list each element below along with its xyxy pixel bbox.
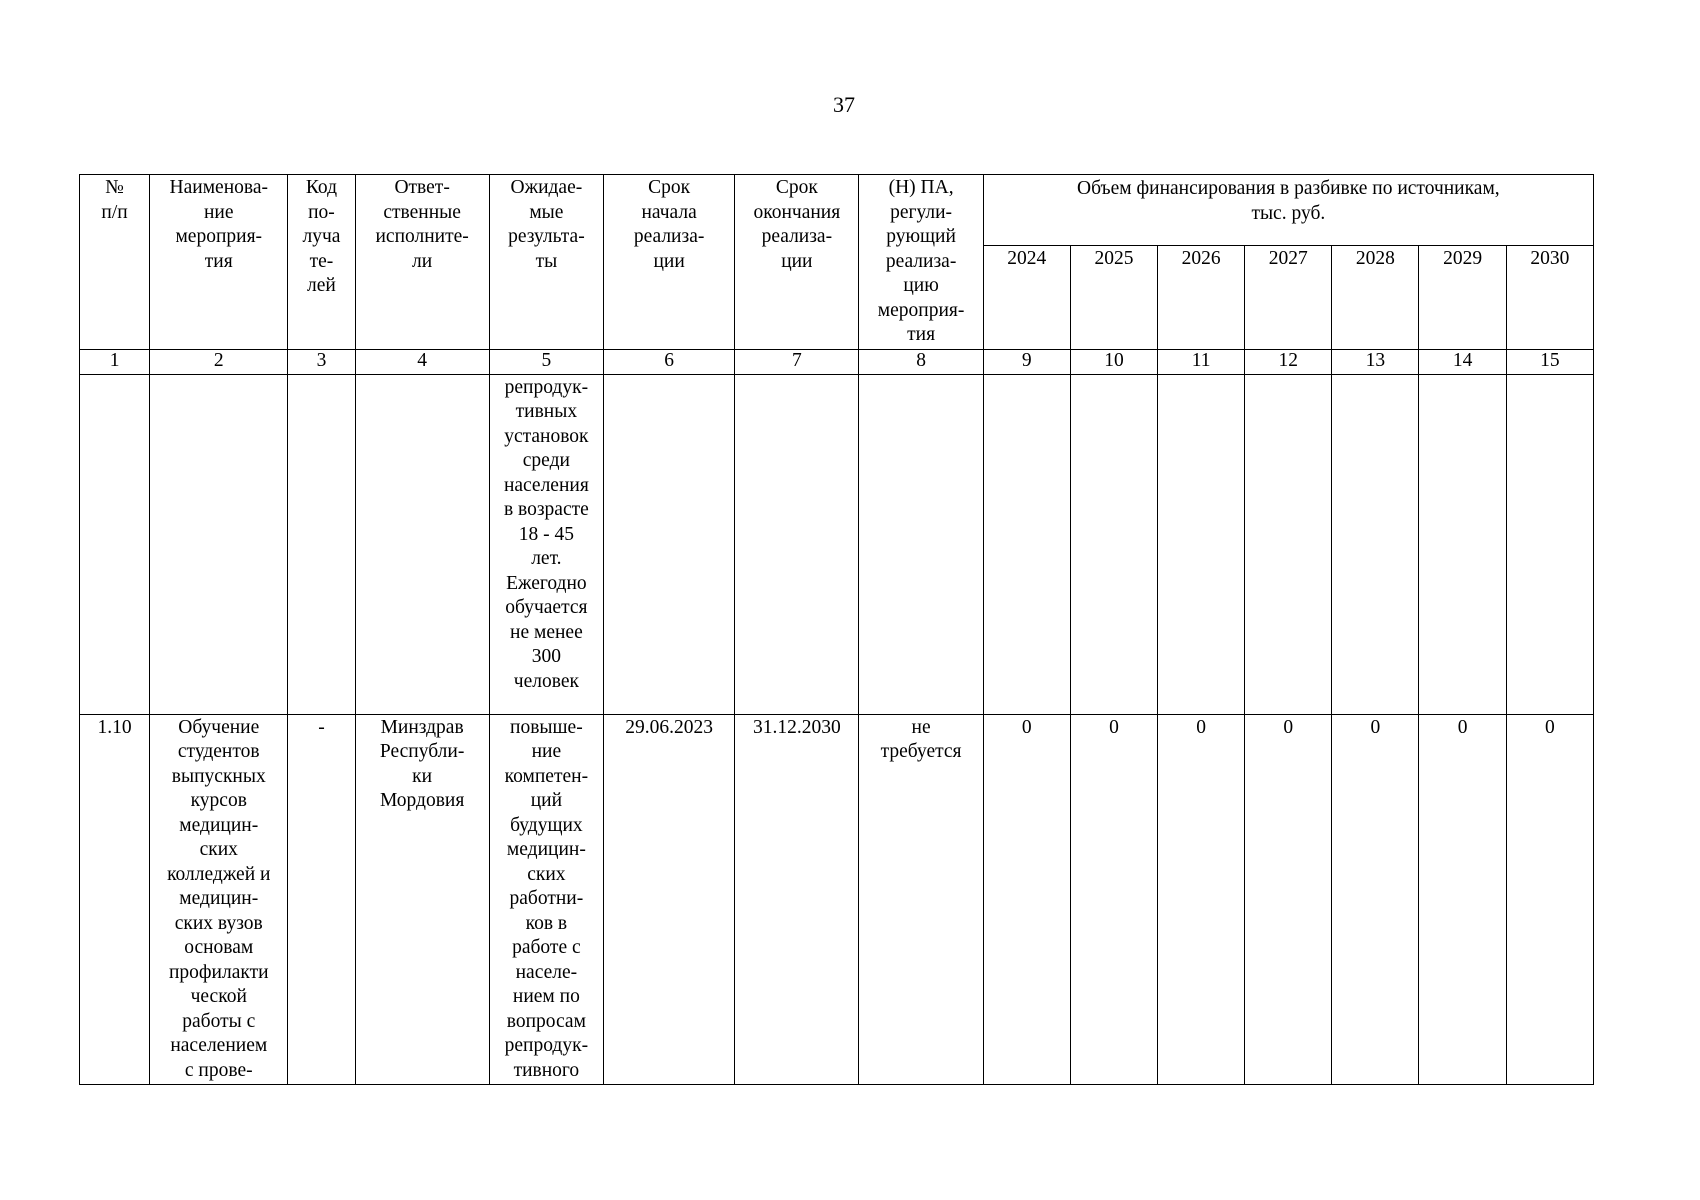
column-number: 8 bbox=[859, 349, 983, 374]
cell-funding: 0 bbox=[1506, 714, 1593, 1085]
cell-funding: 0 bbox=[1245, 714, 1332, 1085]
header-year: 2028 bbox=[1332, 246, 1419, 349]
cell-funding bbox=[1245, 374, 1332, 714]
cell-end-date: 31.12.2030 bbox=[735, 714, 859, 1085]
cell-expected-results: репродук- тивных установок среди населения в возрасте 18 - 45 лет. Ежегодно обучается не менее 300 человек bbox=[489, 374, 603, 714]
cell-funding: 0 bbox=[1070, 714, 1157, 1085]
cell-funding bbox=[1419, 374, 1506, 714]
column-number: 3 bbox=[288, 349, 355, 374]
cell-npa: не требуется bbox=[859, 714, 983, 1085]
header-responsible: Ответ- ственные исполните- ли bbox=[355, 175, 489, 350]
header-year: 2024 bbox=[983, 246, 1070, 349]
column-number: 13 bbox=[1332, 349, 1419, 374]
header-end-date: Срок окончания реализа- ции bbox=[735, 175, 859, 350]
header-code: Код по- луча те- лей bbox=[288, 175, 355, 350]
cell-name: Обучение студентов выпускных курсов медицин- ских колледжей и медицин- ских вузов основам профилакти ческой работы с населением с прове- bbox=[150, 714, 288, 1085]
header-num: № п/п bbox=[80, 175, 150, 350]
cell-funding bbox=[1332, 374, 1419, 714]
header-row bbox=[80, 175, 1594, 246]
column-number: 1 bbox=[80, 349, 150, 374]
page-number: 37 bbox=[833, 92, 855, 117]
header-year: 2030 bbox=[1506, 246, 1593, 349]
cell-start-date bbox=[603, 374, 734, 714]
column-number: 7 bbox=[735, 349, 859, 374]
program-activities-table bbox=[79, 174, 1594, 1085]
header-year: 2027 bbox=[1245, 246, 1332, 349]
table-row bbox=[80, 374, 1594, 714]
column-number: 12 bbox=[1245, 349, 1332, 374]
column-number: 14 bbox=[1419, 349, 1506, 374]
cell-funding: 0 bbox=[1332, 714, 1419, 1085]
column-number: 2 bbox=[150, 349, 288, 374]
column-number: 11 bbox=[1158, 349, 1245, 374]
cell-responsible: Минздрав Республи- ки Мордовия bbox=[355, 714, 489, 1085]
header-start-date: Срок начала реализа- ции bbox=[603, 175, 734, 350]
cell-funding: 0 bbox=[1419, 714, 1506, 1085]
column-number: 15 bbox=[1506, 349, 1593, 374]
cell-funding bbox=[983, 374, 1070, 714]
cell-num bbox=[80, 374, 150, 714]
cell-num: 1.10 bbox=[80, 714, 150, 1085]
header-npa: (Н) ПА, регули- рующий реализа- цию мероприя- тия bbox=[859, 175, 983, 350]
cell-responsible bbox=[355, 374, 489, 714]
table-row bbox=[80, 714, 1594, 1085]
column-number: 6 bbox=[603, 349, 734, 374]
header-year: 2026 bbox=[1158, 246, 1245, 349]
cell-expected-results: повыше- ние компетен- ций будущих медицин- ских работни- ков в работе с населе- нием по вопросам репродук- тивного bbox=[489, 714, 603, 1085]
cell-name bbox=[150, 374, 288, 714]
header-year: 2025 bbox=[1070, 246, 1157, 349]
header-name: Наименова- ние мероприя- тия bbox=[150, 175, 288, 350]
cell-end-date bbox=[735, 374, 859, 714]
cell-start-date: 29.06.2023 bbox=[603, 714, 734, 1085]
cell-funding bbox=[1158, 374, 1245, 714]
column-number-row bbox=[80, 349, 1594, 374]
header-expected-results: Ожидае- мые результа- ты bbox=[489, 175, 603, 350]
column-number: 9 bbox=[983, 349, 1070, 374]
column-number: 10 bbox=[1070, 349, 1157, 374]
cell-funding: 0 bbox=[1158, 714, 1245, 1085]
cell-npa bbox=[859, 374, 983, 714]
header-year: 2029 bbox=[1419, 246, 1506, 349]
cell-funding bbox=[1070, 374, 1157, 714]
column-number: 5 bbox=[489, 349, 603, 374]
header-funding: Объем финансирования в разбивке по источникам, тыс. руб. bbox=[983, 175, 1593, 246]
cell-funding bbox=[1506, 374, 1593, 714]
cell-funding: 0 bbox=[983, 714, 1070, 1085]
column-number: 4 bbox=[355, 349, 489, 374]
cell-code: - bbox=[288, 714, 355, 1085]
cell-code bbox=[288, 374, 355, 714]
